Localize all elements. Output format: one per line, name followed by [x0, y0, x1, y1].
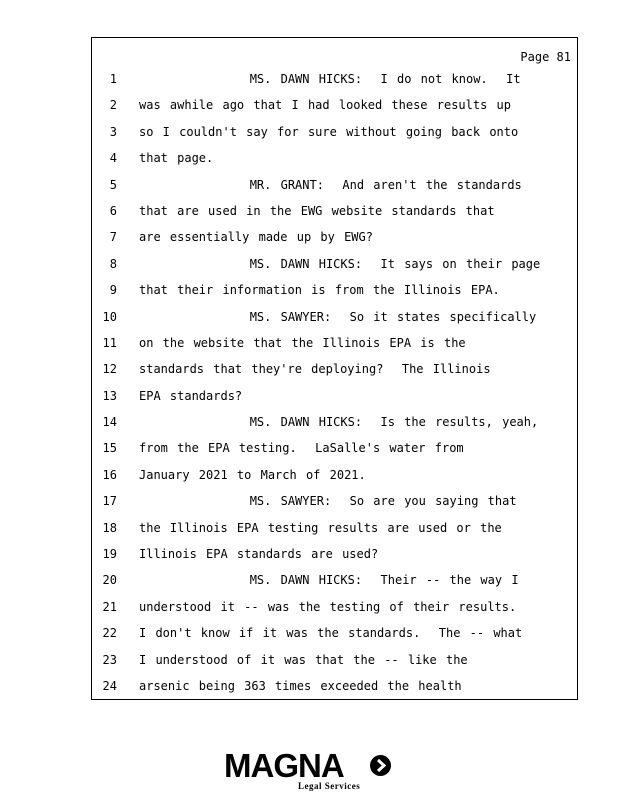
line-text: MS. DAWN HICKS: It says on their page — [139, 256, 541, 271]
line-text: MS. DAWN HICKS: Their -- the way I — [139, 573, 519, 588]
line-number: 11 — [102, 335, 117, 350]
line-text: was awhile ago that I had looked these results up — [139, 98, 512, 113]
transcript-line — [92, 440, 577, 466]
line-text: so I couldn't say for sure without going back onto — [139, 124, 519, 139]
transcript-line — [92, 493, 577, 519]
line-number: 10 — [102, 309, 117, 324]
line-number: 20 — [102, 573, 117, 588]
line-number: 23 — [102, 652, 117, 667]
transcript-line — [92, 71, 577, 97]
line-text: MS. SAWYER: So it states specifically — [139, 309, 537, 324]
transcript-line — [92, 97, 577, 123]
line-text: MS. DAWN HICKS: I do not know. It — [139, 72, 521, 86]
transcript-line — [92, 467, 577, 493]
logo-brand: MAGNA — [224, 747, 344, 784]
line-text: January 2021 to March of 2021. — [139, 467, 366, 482]
line-number: 5 — [109, 177, 117, 192]
line-number: 4 — [109, 151, 117, 166]
page-number: Page 81 — [520, 50, 571, 64]
transcript-line — [92, 652, 577, 678]
transcript-line — [92, 678, 577, 704]
transcript-line — [92, 388, 577, 414]
line-text: I understood of it was that the -- like the — [139, 652, 468, 667]
line-number: 16 — [102, 467, 117, 482]
line-text: MS. DAWN HICKS: Is the results, yeah, — [139, 415, 539, 430]
line-text: that their information is from the Illinois EPA. — [139, 283, 500, 298]
line-number: 3 — [109, 124, 117, 139]
line-number: 19 — [102, 547, 117, 562]
transcript-line — [92, 414, 577, 440]
line-number: 14 — [102, 415, 117, 430]
line-text: are essentially made up by EWG? — [139, 230, 373, 245]
line-text: understood it -- was the testing of their results. — [139, 599, 517, 614]
transcript-line — [92, 335, 577, 361]
line-text: EPA standards? — [139, 388, 243, 403]
line-text: I don't know if it was the standards. The -- what — [139, 626, 523, 641]
line-text: MR. GRANT: And aren't the standards — [139, 177, 522, 192]
transcript-line — [92, 572, 577, 598]
transcript-line — [92, 282, 577, 308]
line-text: that are used in the EWG website standards that — [139, 203, 495, 218]
line-text: MS. SAWYER: So are you saying that — [139, 494, 517, 509]
logo-subtitle: Legal Services — [298, 781, 361, 791]
line-number: 13 — [102, 388, 117, 403]
transcript-line — [92, 361, 577, 387]
line-text: Illinois EPA standards are used? — [139, 547, 379, 562]
line-number: 6 — [109, 203, 117, 218]
line-number: 12 — [102, 362, 117, 377]
line-number: 7 — [109, 230, 117, 245]
line-number: 9 — [109, 283, 117, 298]
line-number: 1 — [109, 72, 117, 86]
transcript-line — [92, 520, 577, 546]
line-number: 17 — [102, 494, 117, 509]
transcript-line — [92, 546, 577, 572]
line-number: 2 — [109, 98, 117, 113]
line-text: from the EPA testing. LaSalle's water from — [139, 441, 464, 456]
line-text: arsenic being 363 times exceeded the health — [139, 678, 462, 693]
transcript-line — [92, 625, 577, 651]
transcript-lines — [92, 71, 577, 704]
transcript-line — [92, 309, 577, 335]
line-number: 15 — [102, 441, 117, 456]
transcript-line — [92, 177, 577, 203]
line-number: 22 — [102, 626, 117, 641]
line-number: 24 — [102, 678, 117, 693]
line-number: 8 — [109, 256, 117, 271]
transcript-page — [91, 37, 578, 700]
line-number: 21 — [102, 599, 117, 614]
magna-logo — [224, 748, 396, 794]
transcript-line — [92, 124, 577, 150]
transcript-line — [92, 150, 577, 176]
chevron-right-icon — [370, 755, 391, 776]
line-text: the Illinois EPA testing results are used or the — [139, 520, 502, 535]
transcript-line — [92, 229, 577, 255]
line-text: that page. — [139, 151, 214, 166]
line-text: standards that they're deploying? The Illinois — [139, 362, 491, 377]
line-number: 18 — [102, 520, 117, 535]
transcript-line — [92, 256, 577, 282]
transcript-line — [92, 203, 577, 229]
transcript-line — [92, 599, 577, 625]
line-text: on the website that the Illinois EPA is the — [139, 335, 466, 350]
